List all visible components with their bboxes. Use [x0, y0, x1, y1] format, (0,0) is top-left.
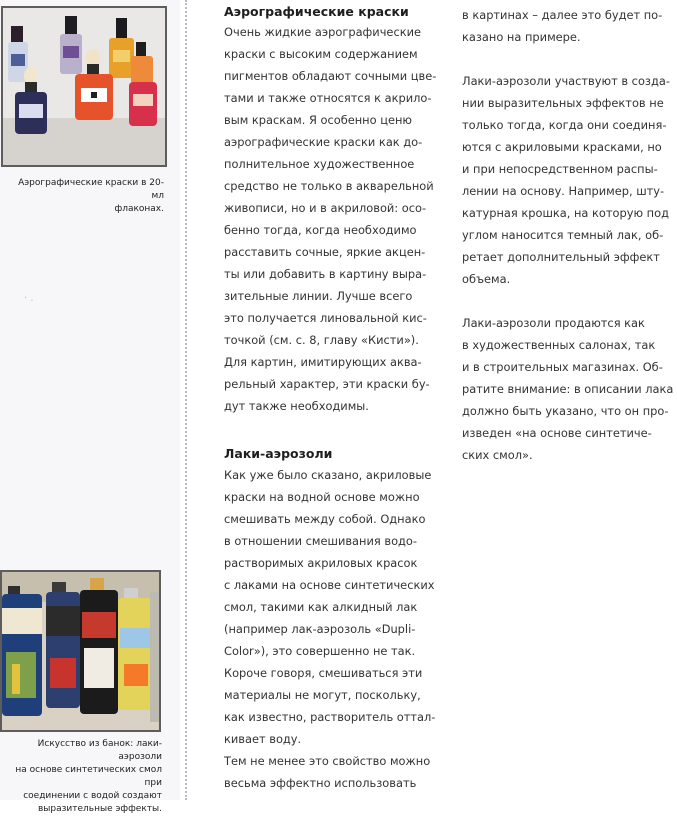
text-line: в картинах – далее это будет по- — [462, 8, 663, 22]
text-line: бенно тогда, когда необходимо — [224, 223, 417, 237]
text-line: только тогда, когда они соединя- — [462, 118, 667, 132]
text-line: ретает дополнительный эффект — [462, 250, 660, 264]
text-line: тами и также относятся к акрило- — [224, 91, 432, 105]
text-line: это получается линовальной кис- — [224, 311, 427, 325]
section-heading-airbrush: Аэрографические краски — [224, 4, 409, 19]
text-line: с лаками на основе синтетических — [224, 578, 435, 592]
text-line: кивает воду. — [224, 732, 302, 746]
text-line: Лаки-аэрозоли участвуют в созда- — [462, 74, 670, 88]
text-line: Для картин, имитирующих аква- — [224, 355, 422, 369]
text-line: полнительное художественное — [224, 157, 415, 171]
text-line: и при непосредственном распы- — [462, 162, 658, 176]
text-line: Короче говоря, смешиваться эти — [224, 666, 423, 680]
caption-line: флаконах. — [114, 204, 164, 214]
text-line: Очень жидкие аэрографические — [224, 25, 421, 39]
caption-line: выразительные эффекты. — [37, 804, 162, 814]
text-line: средство не только в акварельной — [224, 179, 434, 193]
spray-cans-photo — [0, 570, 161, 732]
text-line: Тем не менее это свойство можно — [224, 754, 431, 768]
text-line: краски с высоким содержанием — [224, 47, 418, 61]
text-line: нии выразительных эффектов не — [462, 96, 664, 110]
text-line: пигментов обладают сочными цве- — [224, 69, 437, 83]
text-line: краски на водной основе можно — [224, 490, 420, 504]
text-line: Как уже было сказано, акриловые — [224, 468, 432, 482]
left-sidebar — [0, 0, 180, 814]
text-line: зительные линии. Лучше всего — [224, 289, 413, 303]
text-line: ты или добавить в картину выра- — [224, 267, 427, 281]
text-line: лении на основу. Например, шту- — [462, 184, 665, 198]
scan-speck: · . — [24, 293, 34, 304]
text-line: ских смол». — [462, 448, 533, 462]
text-line: в художественных салонах, так — [462, 338, 656, 352]
text-line: вым краскам. Я особенно ценю — [224, 113, 413, 127]
text-line: объема. — [462, 272, 511, 286]
text-line: ются с акриловыми красками, но — [462, 140, 662, 154]
caption-line: Искусство из банок: лаки-аэрозоли — [37, 739, 162, 762]
cans-illustration — [2, 572, 159, 730]
text-line: изведен «на основе синтетиче- — [462, 426, 652, 440]
text-line: растворимых акриловых красок — [224, 556, 418, 570]
text-line: живописи, но и в акриловой: осо- — [224, 201, 427, 215]
text-line: дут также необходимы. — [224, 399, 369, 413]
text-line: ратите внимание: в описании лака — [462, 382, 674, 396]
text-line: как известно, растворитель оттал- — [224, 710, 436, 724]
caption-line: на основе синтетических смол при — [15, 765, 162, 788]
text-line: должно быть указано, что он про- — [462, 404, 669, 418]
cans-caption — [0, 738, 162, 816]
bottles-caption — [6, 177, 164, 216]
bottles-illustration — [3, 8, 165, 165]
airbrush-bottles-photo — [1, 6, 167, 167]
text-line: катурная крошка, на которую под — [462, 206, 669, 220]
column-divider — [185, 0, 187, 800]
section-heading-aerosols: Лаки-аэрозоли — [224, 446, 333, 461]
text-line: углом наносится темный лак, об- — [462, 228, 664, 242]
text-line: смешивать между собой. Однако — [224, 512, 426, 526]
text-line: смол, такими как алкидный лак — [224, 600, 418, 614]
text-line: казано на примере. — [462, 30, 581, 44]
text-line: в отношении смешивания водо- — [224, 534, 418, 548]
text-line: точкой (см. с. 8, главу «Кисти»). — [224, 333, 419, 347]
text-line: (например лак-аэрозоль «Dupli- — [224, 622, 416, 636]
text-line: и в строительных магазинах. Об- — [462, 360, 663, 374]
text-line: весьма эффектно использовать — [224, 776, 417, 790]
section-body-aerosols — [224, 464, 435, 794]
text-line: материалы не могут, поскольку, — [224, 688, 421, 702]
text-line: Color»), это совершенно не так. — [224, 644, 416, 658]
text-line: рельный характер, эти краски бу- — [224, 377, 430, 391]
caption-line: Аэрографические краски в 20-мл — [18, 178, 164, 201]
caption-line: соединении с водой создают — [23, 791, 162, 801]
right-column-text — [462, 4, 673, 466]
text-line: расставить сочные, яркие акцен- — [224, 245, 426, 259]
text-line: Лаки-аэрозоли продаются как — [462, 316, 645, 330]
paragraph-gap — [462, 48, 673, 70]
paragraph-gap — [462, 290, 673, 312]
section-body-airbrush — [224, 21, 436, 417]
text-line: аэрографические краски как до- — [224, 135, 423, 149]
